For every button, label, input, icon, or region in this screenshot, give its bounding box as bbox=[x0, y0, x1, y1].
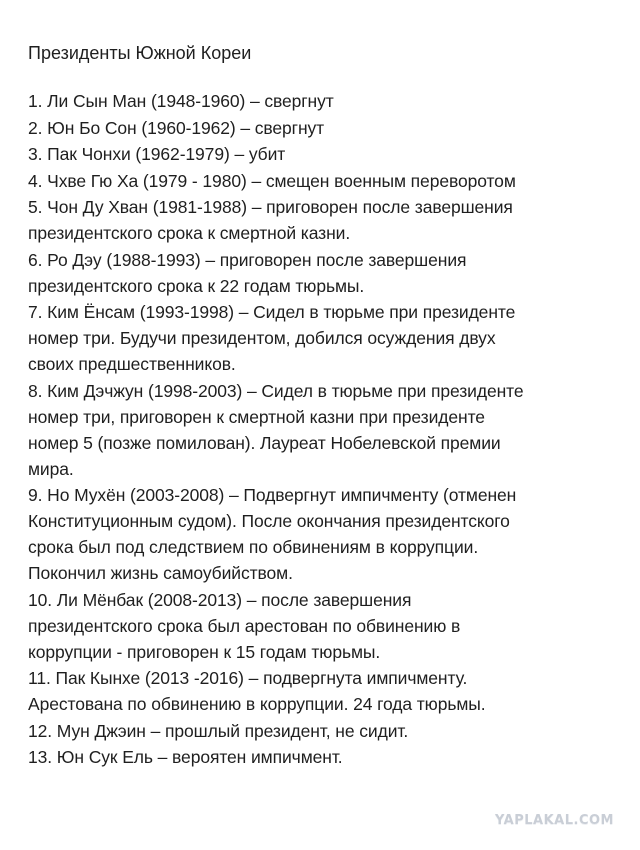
list-item-line: 6. Ро Дэу (1988-1993) – приговорен после завершения bbox=[28, 249, 467, 270]
watermark-logo: YAPLAKAL.COM bbox=[495, 813, 614, 828]
list-item bbox=[28, 168, 632, 194]
list-item-line: 3. Пак Чонхи (1962-1979) – убит bbox=[28, 144, 286, 164]
list-item bbox=[28, 115, 632, 141]
list-item-line: президентского срока к смертной казни. bbox=[28, 223, 351, 243]
list-item-line: 7. Ким Ёнсам (1993-1998) – Сидел в тюрьме при президенте bbox=[28, 302, 516, 322]
list-item bbox=[28, 247, 632, 299]
list-item-line: 10. Ли Мёнбак (2008-2013) – после завершения bbox=[28, 589, 412, 610]
list-item-line: номер три, приговорен к смертной казни при президенте bbox=[28, 406, 485, 427]
list-item-line: номер три. Будучи президентом, добился осуждения двух bbox=[28, 328, 496, 348]
list-item-line: Покончил жизнь самоубийством. bbox=[28, 563, 293, 583]
list-item bbox=[28, 665, 632, 717]
list-item-line: 2. Юн Бо Сон (1960-1962) – свергнут bbox=[28, 117, 325, 138]
list-item bbox=[28, 718, 632, 744]
list-item bbox=[28, 194, 632, 246]
list-item-line: Арестована по обвинению в коррупции. 24 года тюрьмы. bbox=[28, 694, 486, 714]
list-item-line: 8. Ким Дэчжун (1998-2003) – Сидел в тюрьме при президенте bbox=[28, 380, 524, 401]
list-item-line: 5. Чон Ду Хван (1981-1988) – приговорен после завершения bbox=[28, 197, 513, 217]
list-item-line: номер 5 (позже помилован). Лауреат Нобелевской премии bbox=[28, 432, 501, 453]
list-item-line: срока был под следствием по обвинениям в коррупции. bbox=[28, 537, 479, 557]
list-item-line: Конституционным судом). После окончания президентского bbox=[28, 511, 510, 531]
list-item-line: президентского срока был арестован по обвинению в bbox=[28, 615, 461, 636]
document-body bbox=[28, 40, 632, 771]
list-item bbox=[28, 299, 632, 377]
presidents-list bbox=[28, 88, 632, 770]
list-item bbox=[28, 587, 632, 665]
list-item-line: 4. Чхве Гю Ха (1979 - 1980) – смещен военным переворотом bbox=[28, 170, 516, 191]
list-item-line: 11. Пак Кынхе (2013 -2016) – подвергнута импичменту. bbox=[28, 668, 468, 688]
list-item-line: своих предшественников. bbox=[28, 354, 236, 374]
list-item-line: президентского срока к 22 годам тюрьмы. bbox=[28, 275, 365, 296]
list-item-line: 13. Юн Сук Ель – вероятен импичмент. bbox=[28, 747, 343, 767]
list-item-line: 12. Мун Джэин – прошлый президент, не сидит. bbox=[28, 720, 409, 741]
page-title: Президенты Южной Кореи bbox=[28, 43, 252, 63]
list-item bbox=[28, 482, 632, 586]
list-item bbox=[28, 88, 632, 114]
list-item bbox=[28, 378, 632, 482]
list-item bbox=[28, 141, 632, 167]
list-item-line: 9. Но Мухён (2003-2008) – Подвергнут импичменту (отменен bbox=[28, 485, 517, 505]
list-item bbox=[28, 744, 632, 770]
list-item-line: коррупции - приговорен к 15 годам тюрьмы. bbox=[28, 641, 381, 662]
list-item-line: мира. bbox=[28, 458, 74, 479]
list-item-line: 1. Ли Сын Ман (1948-1960) – свергнут bbox=[28, 91, 334, 111]
